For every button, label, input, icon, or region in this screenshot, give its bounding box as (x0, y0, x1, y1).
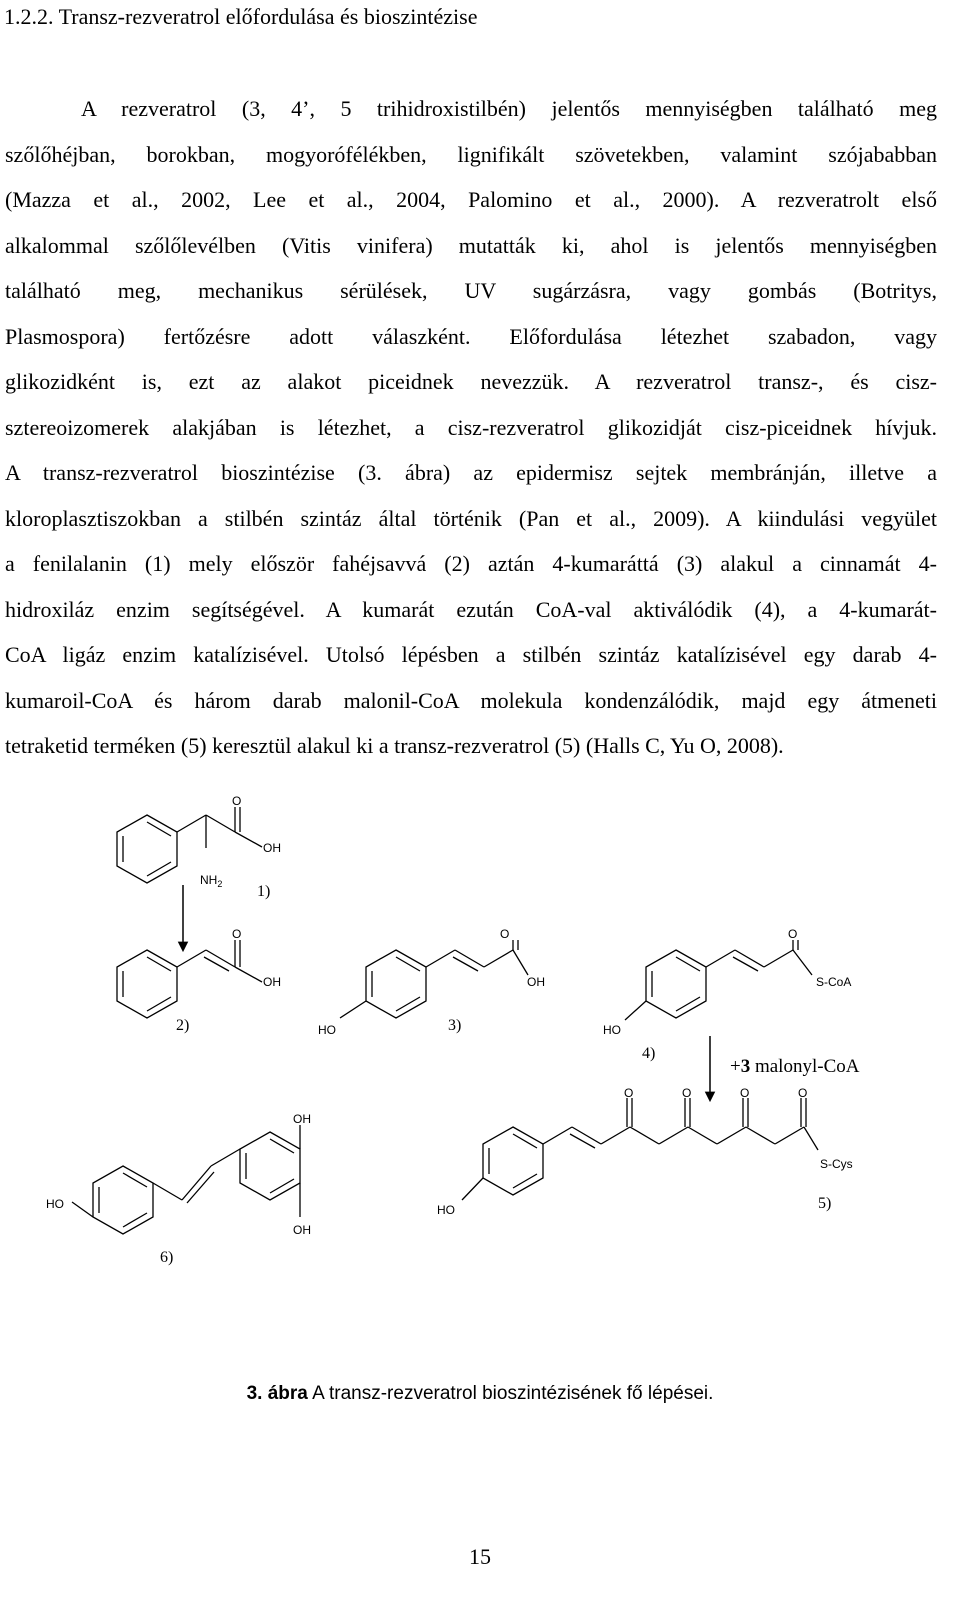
paragraph-line: a fenilalanin (1) mely először fahéjsavvá (2) aztán 4-kumaráttá (3) alakul a cinnamát 4- (5, 551, 937, 576)
atom-label: O (682, 1086, 692, 1100)
paragraph-line: található meg, mechanikus sérülések, UV sugárzásra, vagy gombás (Botritys, (5, 278, 937, 303)
body-paragraph (5, 86, 937, 769)
atom-label: HO (318, 1023, 336, 1037)
compound-label-2: 2) (176, 1017, 190, 1034)
resveratrol-structure (72, 1125, 300, 1234)
cinnamic-acid-structure (117, 940, 262, 1018)
coumaric-acid-structure (340, 940, 528, 1018)
paragraph-line: glikozidként is, ezt az alakot piceidnek nevezzük. A rezveratrol transz-, és cisz- (5, 369, 937, 394)
atom-label: O (624, 1086, 634, 1100)
atom-label: OH (293, 1112, 311, 1126)
reagent-count: 3 (740, 1056, 751, 1077)
paragraph-line: A transz-rezveratrol bioszintézise (3. ábra) az epidermisz sejtek membránján, illetve a (5, 460, 937, 485)
atom-label: O (798, 1086, 808, 1100)
figure-caption (0, 1383, 960, 1405)
atom-label: O (788, 927, 798, 941)
paragraph-line: hidroxiláz enzim segítségével. A kumarát ezután CoA-val aktiválódik (4), a 4-kumarát- (5, 596, 937, 622)
paragraph-line: A rezveratrol (3, 4’, 5 trihidroxistilbén) jelentős mennyiségben található meg (81, 96, 937, 121)
atom-label: OH (263, 841, 281, 855)
paragraph-line: Plasmospora) fertőzésre adott válaszként. Előfordulása létezhet szabadon, vagy (5, 323, 937, 349)
paragraph-line: kloroplasztiszokban a stilbén szintáz által történik (Pan et al., 2009). A kiindulási vegyület (5, 505, 937, 531)
subscript: 2 (217, 879, 223, 889)
paragraph-line: CoA ligáz enzim katalízisével. Utolsó lépésben a stilbén szintáz katalízisével egy darab 4- (5, 642, 937, 667)
atom-label: NH (200, 873, 218, 887)
paragraph-line: szőlőhéjban, borokban, mogyorófélékben, lignifikált szövetekben, valamint szójababban (5, 141, 937, 167)
paragraph-line: sztereoizomerek alakjában is létezhet, a cisz-rezveratrol glikozidját cisz-piceidnek hívjuk. (5, 414, 937, 440)
section-heading: 1.2.2. Transz-rezveratrol előfordulása és bioszintézise (4, 4, 478, 29)
atom-label: HO (437, 1203, 455, 1217)
atom-label: HO (603, 1023, 621, 1037)
paragraph-line: tetraketid terméken (5) keresztül alakul ki a transz-rezveratrol (5) (Halls C, Yu O, 2008). (5, 733, 784, 758)
atom-label: HO (46, 1197, 64, 1211)
paragraph-line: (Mazza et al., 2002, Lee et al., 2004, Palomino et al., 2000). A rezveratrolt első (5, 187, 937, 212)
phenylalanine-structure (117, 807, 262, 883)
atom-label (200, 873, 222, 889)
atom-label: OH (527, 975, 545, 989)
atom-label: O (740, 1086, 750, 1100)
reagent-name: malonyl-CoA (750, 1056, 860, 1077)
atom-label: O (500, 927, 510, 941)
compound-label-4: 4) (642, 1045, 656, 1062)
tetraketide-structure (462, 1098, 818, 1200)
atom-label: S-CoA (816, 975, 852, 989)
atom-label: OH (293, 1223, 311, 1237)
caption-label: 3. ábra (246, 1383, 308, 1404)
atom-label: O (232, 794, 242, 808)
compound-label-1: 1) (257, 883, 271, 900)
reagent-label (730, 1056, 860, 1077)
atom-label: S-Cys (820, 1157, 853, 1171)
coumaroyl-coa-structure (625, 940, 812, 1020)
page-number: 15 (469, 1544, 491, 1569)
reagent-prefix: + (730, 1056, 741, 1077)
biosynthesis-scheme (0, 780, 960, 1370)
compound-label-5: 5) (818, 1195, 832, 1212)
atom-label: OH (263, 975, 281, 989)
paragraph-line: alkalommal szőlőlevélben (Vitis vinifera) mutatták ki, ahol is jelentős mennyiségben (5, 232, 937, 258)
atom-label: O (232, 927, 242, 941)
caption-text: A transz-rezveratrol bioszintézisének fő lépései. (307, 1383, 714, 1404)
compound-label-3: 3) (448, 1017, 462, 1034)
paragraph-line: kumaroil-CoA és három darab malonil-CoA molekula kondenzálódik, majd egy átmeneti (5, 687, 937, 713)
compound-label-6: 6) (160, 1249, 174, 1266)
